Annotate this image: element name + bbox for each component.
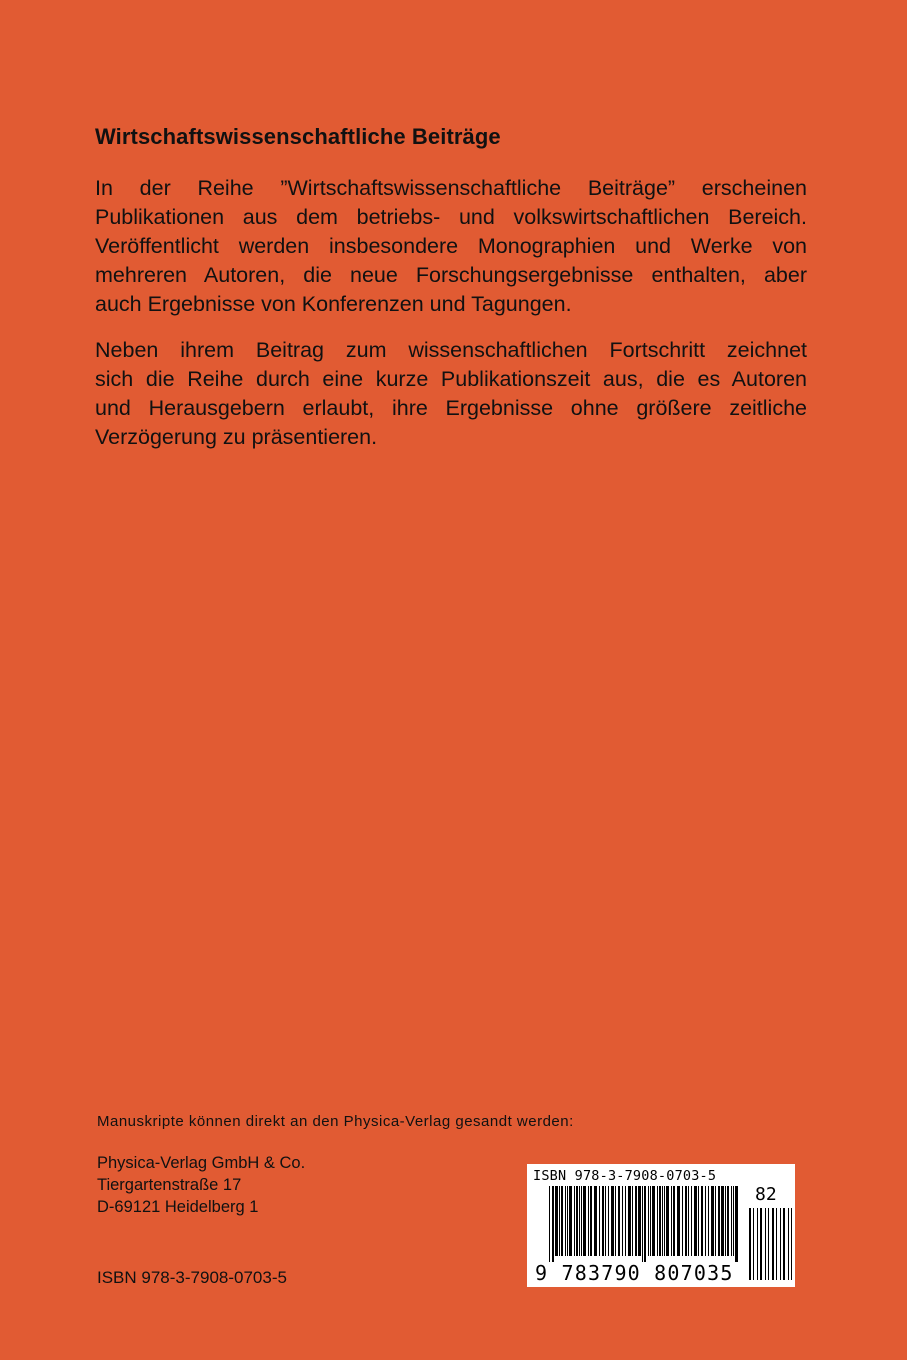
publisher-address: [97, 1152, 305, 1218]
barcode-bar: [715, 1186, 716, 1256]
barcode-bar: [698, 1186, 699, 1256]
barcode-digits: 9 783790 807035: [535, 1261, 734, 1285]
barcode-bar: [725, 1186, 726, 1256]
barcode-bar: [711, 1186, 714, 1256]
barcode-bar: [688, 1186, 689, 1256]
barcode-bar: [574, 1186, 575, 1256]
barcode-bar: [648, 1186, 649, 1256]
barcode-bar: [561, 1186, 563, 1256]
barcode-bar: [555, 1186, 558, 1256]
text-line: auch Ergebnisse von Konferenzen und Tagungen.: [95, 292, 572, 316]
text-line: und Herausgebern erlaubt, ihre Ergebnisse ohne größere zeitliche: [95, 396, 807, 420]
barcode-bar: [694, 1186, 697, 1256]
barcode-bar: [650, 1186, 651, 1256]
barcode-bar: [718, 1186, 720, 1256]
barcode-bar: [705, 1186, 706, 1256]
barcode-bar: [605, 1186, 606, 1256]
barcode-bar: [671, 1186, 672, 1256]
barcode: [527, 1164, 795, 1287]
barcode-bar: [662, 1186, 663, 1256]
address-line-city: D-69121 Heidelberg 1: [97, 1198, 259, 1216]
barcode-addon-bar: [788, 1208, 789, 1280]
barcode-bar: [567, 1186, 568, 1256]
barcode-bar: [602, 1186, 604, 1256]
barcode-bar: [727, 1186, 729, 1256]
barcode-bar: [735, 1186, 738, 1262]
barcode-bar: [581, 1186, 582, 1256]
barcode-addon-bar: [768, 1208, 769, 1280]
barcode-bar: [673, 1186, 675, 1256]
barcode-bar: [701, 1186, 703, 1256]
address-line-company: Physica-Verlag GmbH & Co.: [97, 1154, 306, 1172]
barcode-addon-bar: [757, 1208, 758, 1280]
barcode-bar: [721, 1186, 724, 1256]
barcode-addon-bar: [753, 1208, 754, 1280]
barcode-bar: [731, 1186, 732, 1256]
barcode-addon-bar: [772, 1208, 774, 1280]
barcode-bar: [583, 1186, 586, 1256]
paragraph-2: [95, 336, 807, 452]
barcode-bar: [632, 1186, 633, 1256]
barcode-bar: [599, 1186, 600, 1256]
text-line: sich die Reihe durch eine kurze Publikationszeit aus, die es Autoren: [95, 367, 807, 391]
barcode-bar: [625, 1186, 626, 1256]
barcode-bar: [635, 1186, 637, 1256]
barcode-bar: [549, 1186, 550, 1262]
barcode-bar: [594, 1186, 597, 1256]
barcode-bar: [652, 1186, 655, 1256]
description-block: [95, 174, 807, 452]
barcode-bar: [590, 1186, 592, 1256]
barcode-bar: [733, 1186, 734, 1256]
barcode-bar: [682, 1186, 683, 1256]
barcode-bar: [611, 1186, 614, 1256]
barcode-bar: [644, 1186, 646, 1262]
barcode-isbn-label: ISBN 978-3-7908-0703-5: [533, 1168, 717, 1184]
barcode-bar: [565, 1186, 566, 1256]
barcode-bar: [588, 1186, 589, 1256]
barcode-addon-bar: [780, 1208, 781, 1280]
barcode-bar: [618, 1186, 620, 1256]
address-line-street: Tiergartenstraße 17: [97, 1176, 242, 1194]
text-line: mehreren Autoren, die neue Forschungsergebnisse enthalten, aber: [95, 263, 807, 287]
barcode-addon-bar: [760, 1208, 762, 1280]
barcode-addon-bar: [776, 1208, 777, 1280]
barcode-bar: [552, 1186, 554, 1262]
paragraph-1: [95, 174, 807, 319]
barcode-addon-bar: [765, 1208, 766, 1280]
barcode-bar: [559, 1186, 560, 1256]
barcode-bar: [569, 1186, 572, 1256]
text-line: Neben ihrem Beitrag zum wissenschaftlichen Fortschritt zeichnet: [95, 338, 807, 362]
barcode-bar: [664, 1186, 665, 1256]
barcode-bar: [666, 1186, 669, 1256]
barcode-bar: [685, 1186, 687, 1256]
barcode-addon-number: 82: [755, 1184, 777, 1205]
barcode-bar: [608, 1186, 609, 1256]
series-title: Wirtschaftswissenschaftliche Beiträge: [95, 124, 501, 149]
barcode-bar: [579, 1186, 580, 1256]
barcode-bar: [677, 1186, 680, 1256]
barcode-bar: [657, 1186, 658, 1256]
text-line: Veröffentlicht werden insbesondere Monographien und Werke von: [95, 234, 807, 258]
text-line: Publikationen aus dem betriebs- und volkswirtschaftlichen Bereich.: [95, 205, 807, 229]
text-line: Verzögerung zu präsentieren.: [95, 425, 378, 449]
manuscripts-note: Manuskripte können direkt an den Physica-Verlag gesandt werden:: [97, 1113, 574, 1130]
barcode-bar: [576, 1186, 578, 1256]
barcode-bar: [615, 1186, 616, 1256]
text-line: In der Reihe ”Wirtschaftswissenschaftliche Beiträge” erscheinen: [95, 176, 807, 200]
barcode-addon-bar: [783, 1208, 785, 1280]
barcode-addon-bar: [749, 1208, 751, 1280]
barcode-bar: [659, 1186, 661, 1256]
barcode-bar: [628, 1186, 631, 1256]
barcode-bar: [708, 1186, 709, 1256]
barcode-bar: [622, 1186, 623, 1256]
barcode-bar: [691, 1186, 692, 1256]
barcode-addon-bar: [791, 1208, 792, 1280]
barcode-bar: [642, 1186, 643, 1262]
barcode-bar: [638, 1186, 641, 1256]
isbn-text: ISBN 978-3-7908-0703-5: [97, 1268, 287, 1287]
